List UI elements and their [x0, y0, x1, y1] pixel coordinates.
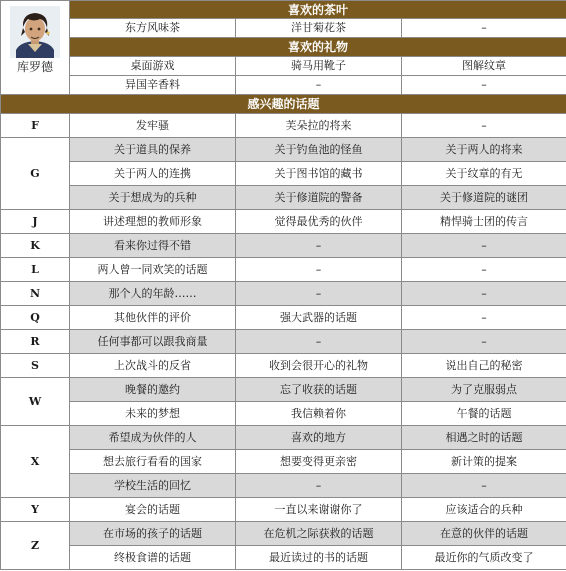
topic-letter: Q — [1, 306, 70, 330]
topic-cell: 应该适合的兵种 — [402, 498, 566, 522]
topic-cell: 关于图书馆的藏书 — [236, 162, 402, 186]
topic-cell: – — [236, 258, 402, 282]
topic-cell: – — [402, 114, 566, 138]
topic-cell: 发牢骚 — [70, 114, 236, 138]
topic-cell: 芙朵拉的将来 — [236, 114, 402, 138]
character-name: 库罗德 — [16, 60, 53, 74]
topic-cell: 在市场的孩子的话题 — [70, 522, 236, 546]
topic-row — [1, 234, 566, 258]
topic-cell: – — [236, 282, 402, 306]
topic-cell: 最近读过的书的话题 — [236, 546, 402, 570]
topic-letter: X — [1, 426, 70, 498]
gifts-header: 喜欢的礼物 — [70, 38, 566, 57]
topic-letter: S — [1, 354, 70, 378]
topic-cell: – — [402, 330, 566, 354]
topic-cell: 忘了收获的话题 — [236, 378, 402, 402]
gift-item: 桌面游戏 — [70, 57, 236, 76]
topic-cell: 上次战斗的反省 — [70, 354, 236, 378]
topic-cell: 关于钓鱼池的怪鱼 — [236, 138, 402, 162]
topic-cell: 关于修道院的警备 — [236, 186, 402, 210]
topic-row — [1, 426, 566, 450]
topic-cell: 任何事都可以跟我商量 — [70, 330, 236, 354]
topic-letter: Y — [1, 498, 70, 522]
topic-cell: 收到会很开心的礼物 — [236, 354, 402, 378]
topic-cell: 关于道具的保养 — [70, 138, 236, 162]
topic-cell: 想要变得更亲密 — [236, 450, 402, 474]
topic-row — [1, 450, 566, 474]
topic-row — [1, 258, 566, 282]
topic-cell: 喜欢的地方 — [236, 426, 402, 450]
topic-cell: 关于两人的将来 — [402, 138, 566, 162]
topic-cell: 觉得最优秀的伙伴 — [236, 210, 402, 234]
topic-cell: – — [402, 258, 566, 282]
topic-row — [1, 474, 566, 498]
gift-item: 图解纹章 — [402, 57, 566, 76]
topic-row — [1, 138, 566, 162]
topic-row — [1, 378, 566, 402]
topic-letter: J — [1, 210, 70, 234]
topic-row — [1, 186, 566, 210]
topic-cell: 关于想成为的兵种 — [70, 186, 236, 210]
tea-item: 洋甘菊花茶 — [236, 19, 402, 38]
topic-cell: 晚餐的邀约 — [70, 378, 236, 402]
topic-letter: N — [1, 282, 70, 306]
topic-cell: 为了克服弱点 — [402, 378, 566, 402]
topic-cell: 相遇之时的话题 — [402, 426, 566, 450]
topic-cell: 关于纹章的有无 — [402, 162, 566, 186]
gift-item: – — [402, 76, 566, 95]
gift-item: 骑马用靴子 — [236, 57, 402, 76]
topic-letter: Z — [1, 522, 70, 570]
topic-cell: 其他伙伴的评价 — [70, 306, 236, 330]
topic-cell: 在意的伙伴的话题 — [402, 522, 566, 546]
topic-cell: – — [402, 282, 566, 306]
topic-letter: F — [1, 114, 70, 138]
gift-item: 异国辛香料 — [70, 76, 236, 95]
topics-header: 感兴趣的话题 — [1, 95, 566, 114]
topic-cell: 说出自己的秘密 — [402, 354, 566, 378]
topic-row — [1, 162, 566, 186]
topic-cell: – — [236, 330, 402, 354]
topic-cell: – — [402, 474, 566, 498]
character-portrait-icon — [10, 6, 60, 58]
topic-cell: 午餐的话题 — [402, 402, 566, 426]
topic-cell: 关于修道院的谜团 — [402, 186, 566, 210]
topic-letter: L — [1, 258, 70, 282]
topic-cell: 一直以来谢谢你了 — [236, 498, 402, 522]
topic-row — [1, 210, 566, 234]
tea-item: – — [402, 19, 566, 38]
topic-row — [1, 546, 566, 570]
topic-cell: 最近你的气质改变了 — [402, 546, 566, 570]
topic-row — [1, 330, 566, 354]
topic-row — [1, 402, 566, 426]
topic-cell: 两人曾一同欢笑的话题 — [70, 258, 236, 282]
topic-row — [1, 114, 566, 138]
topic-cell: 终极食谱的话题 — [70, 546, 236, 570]
character-cell — [1, 1, 70, 95]
topic-letter: G — [1, 138, 70, 210]
topic-cell: 学校生活的回忆 — [70, 474, 236, 498]
topic-row — [1, 306, 566, 330]
topic-row — [1, 282, 566, 306]
topic-cell: 关于两人的连携 — [70, 162, 236, 186]
topic-row — [1, 354, 566, 378]
topic-cell: 未来的梦想 — [70, 402, 236, 426]
tea-header: 喜欢的茶叶 — [70, 1, 566, 19]
topic-row — [1, 498, 566, 522]
topic-cell: 希望成为伙伴的人 — [70, 426, 236, 450]
topic-cell: 在危机之际获救的话题 — [236, 522, 402, 546]
topic-cell: 想去旅行看看的国家 — [70, 450, 236, 474]
topic-cell: 宴会的话题 — [70, 498, 236, 522]
topic-cell: 新计策的提案 — [402, 450, 566, 474]
topic-cell: 那个人的年龄…… — [70, 282, 236, 306]
topic-cell: 我信赖着你 — [236, 402, 402, 426]
topic-letter: K — [1, 234, 70, 258]
topic-row — [1, 522, 566, 546]
tea-item: 东方风味茶 — [70, 19, 236, 38]
topic-cell: 讲述理想的教师形象 — [70, 210, 236, 234]
topic-cell: – — [236, 234, 402, 258]
topic-cell: 精悍骑士团的传言 — [402, 210, 566, 234]
gift-item: – — [236, 76, 402, 95]
topic-cell: 看来你过得不错 — [70, 234, 236, 258]
topic-cell: – — [236, 474, 402, 498]
topic-cell: 强大武器的话题 — [236, 306, 402, 330]
topic-cell: – — [402, 234, 566, 258]
topic-letter: R — [1, 330, 70, 354]
topic-letter: W — [1, 378, 70, 426]
topic-cell: – — [402, 306, 566, 330]
